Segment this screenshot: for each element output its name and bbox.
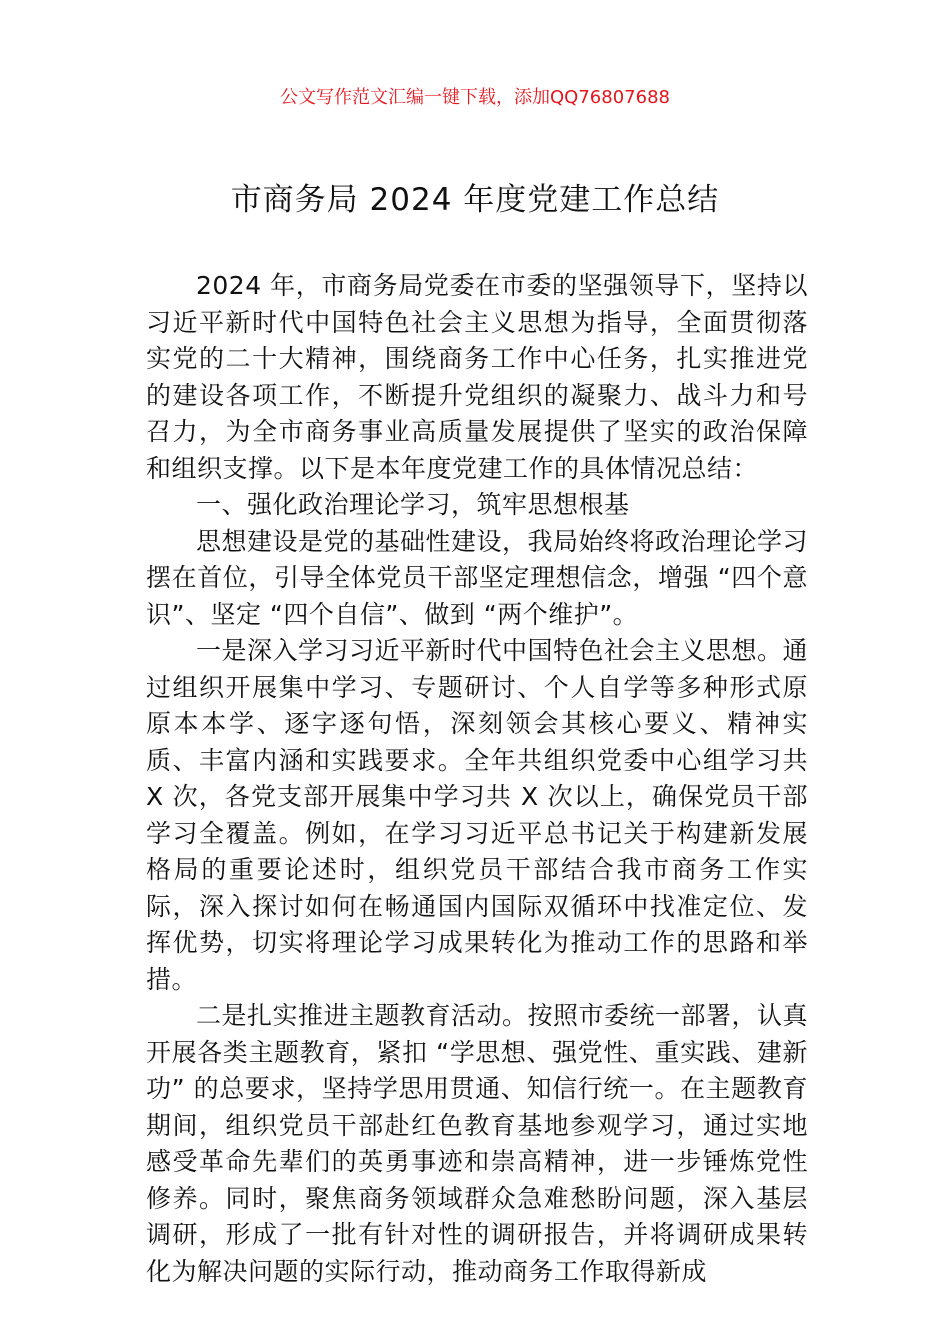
body-paragraph: 二是扎实推进主题教育活动。按照市委统一部署，认真开展各类主题教育，紧扣 “学思想、强党性、重实践、建新功” 的总要求，坚持学思用贯通、知信行统一。在主题教育期间，组织党员干部赴红色教育基地参观学习，通过实地感受革命先辈们的英勇事迹和崇高精神，进一步锤炼党性修养。同时，聚焦商务领域群众急难愁盼问题，深入基层调研，形成了一批有针对性的调研报告，并将调研成果转化为解决问题的实际行动，推动商务工作取得新成 [146, 1001, 809, 1286]
document-title: 市商务局 2024 年度党建工作总结 [230, 182, 720, 218]
body-paragraph: 一是深入学习习近平新时代中国特色社会主义思想。通过组织开展集中学习、专题研讨、个人自学等多种形式原原本本学、逐字逐句悟，深刻领会其核心要义、精神实质、丰富内涵和实践要求。全年共组织党委中心组学习共 X 次，各党支部开展集中学习共 X 次以上，确保党员干部学习全覆盖。例如，在学习习近平总书记关于构建新发展格局的重要论述时，组织党员干部结合我市商务工作实际，深入探讨如何在畅通国内国际双循环中找准定位、发挥优势，切实将理论学习成果转化为推动工作的思路和举措。 [146, 636, 809, 994]
section-heading: 一、强化政治理论学习，筑牢思想根基 [196, 490, 630, 519]
intro-paragraph: 2024 年，市商务局党委在市委的坚强领导下，坚持以习近平新时代中国特色社会主义思想为指导，全面贯彻落实党的二十大精神，围绕商务工作中心任务，扎实推进党的建设各项工作，不断提升党组织的凝聚力、战斗力和号召力，为全市商务事业高质量发展提供了坚实的政治保障和组织支撑。以下是本年度党建工作的具体情况总结： [146, 271, 808, 483]
download-banner: 公文写作范文汇编一键下载，添加QQ76807688 [280, 87, 670, 108]
body-paragraph: 思想建设是党的基础性建设，我局始终将政治理论学习摆在首位，引导全体党员干部坚定理想信念，增强 “四个意识”、坚定 “四个自信”、做到 “两个维护”。 [146, 526, 809, 629]
document-body [146, 268, 808, 1290]
